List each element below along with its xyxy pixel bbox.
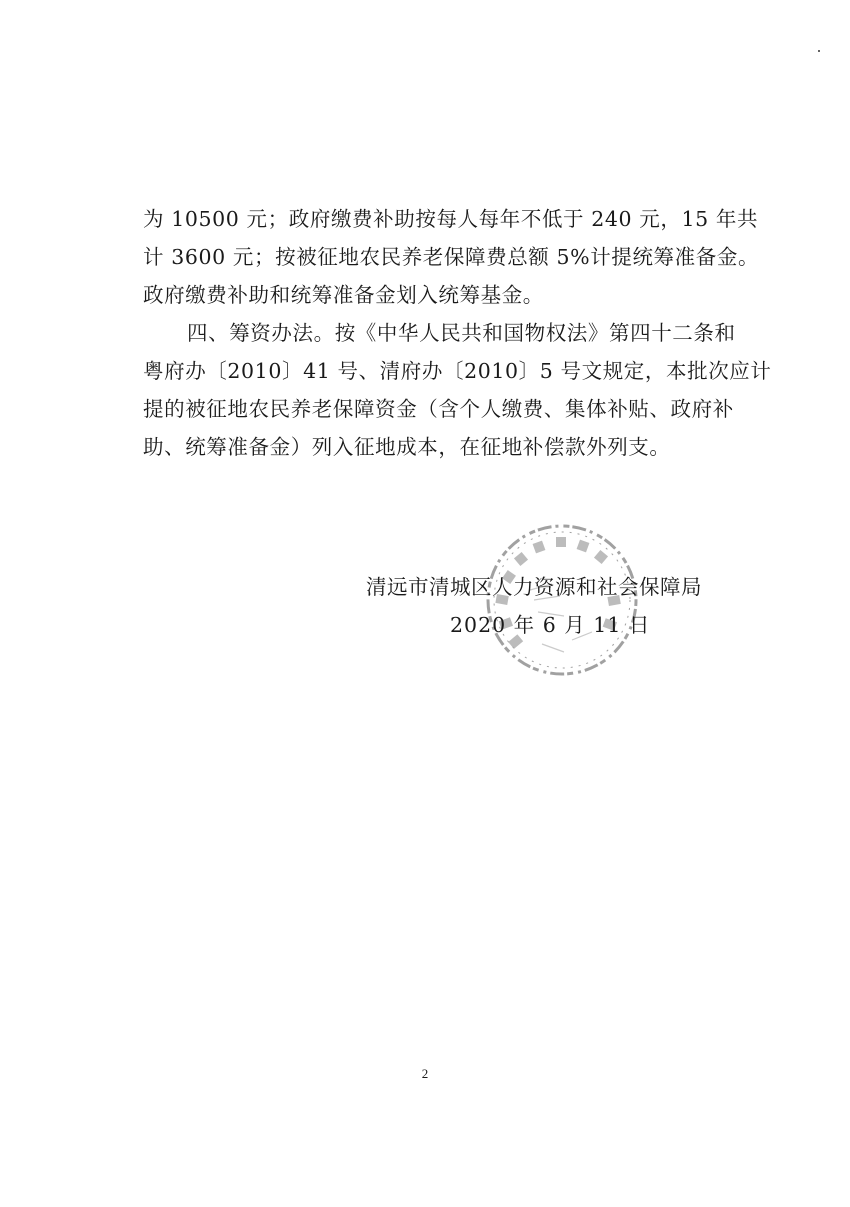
scan-speck [818,50,820,52]
text-line: 计 3600 元；按被征地农民养老保障费总额 5%计提统筹准备金。 [143,245,760,269]
text-line: 为 10500 元；政府缴费补助按每人每年不低于 240 元，15 年共 [143,207,759,231]
document-body [143,200,772,466]
paragraph [143,200,760,314]
page-number: 2 [421,1066,429,1081]
text-line: 四、筹资办法。按《中华人民共和国物权法》第四十二条和 [187,321,736,345]
text-line: 粤府办〔2010〕41 号、清府办〔2010〕5 号文规定，本批次应计 [143,359,772,383]
text-line: 助、统筹准备金）列入征地成本，在征地补偿款外列支。 [143,435,671,459]
issue-date: 2020 年 6 月 11 日 [450,613,651,637]
text-line: 提的被征地农民养老保障资金（含个人缴费、集体补贴、政府补 [143,397,734,421]
issuing-organization: 清远市清城区人力资源和社会保障局 [366,575,702,599]
paragraph [143,314,772,466]
signature-block [366,568,726,644]
text-line: 政府缴费补助和统筹准备金划入统筹基金。 [143,283,544,307]
